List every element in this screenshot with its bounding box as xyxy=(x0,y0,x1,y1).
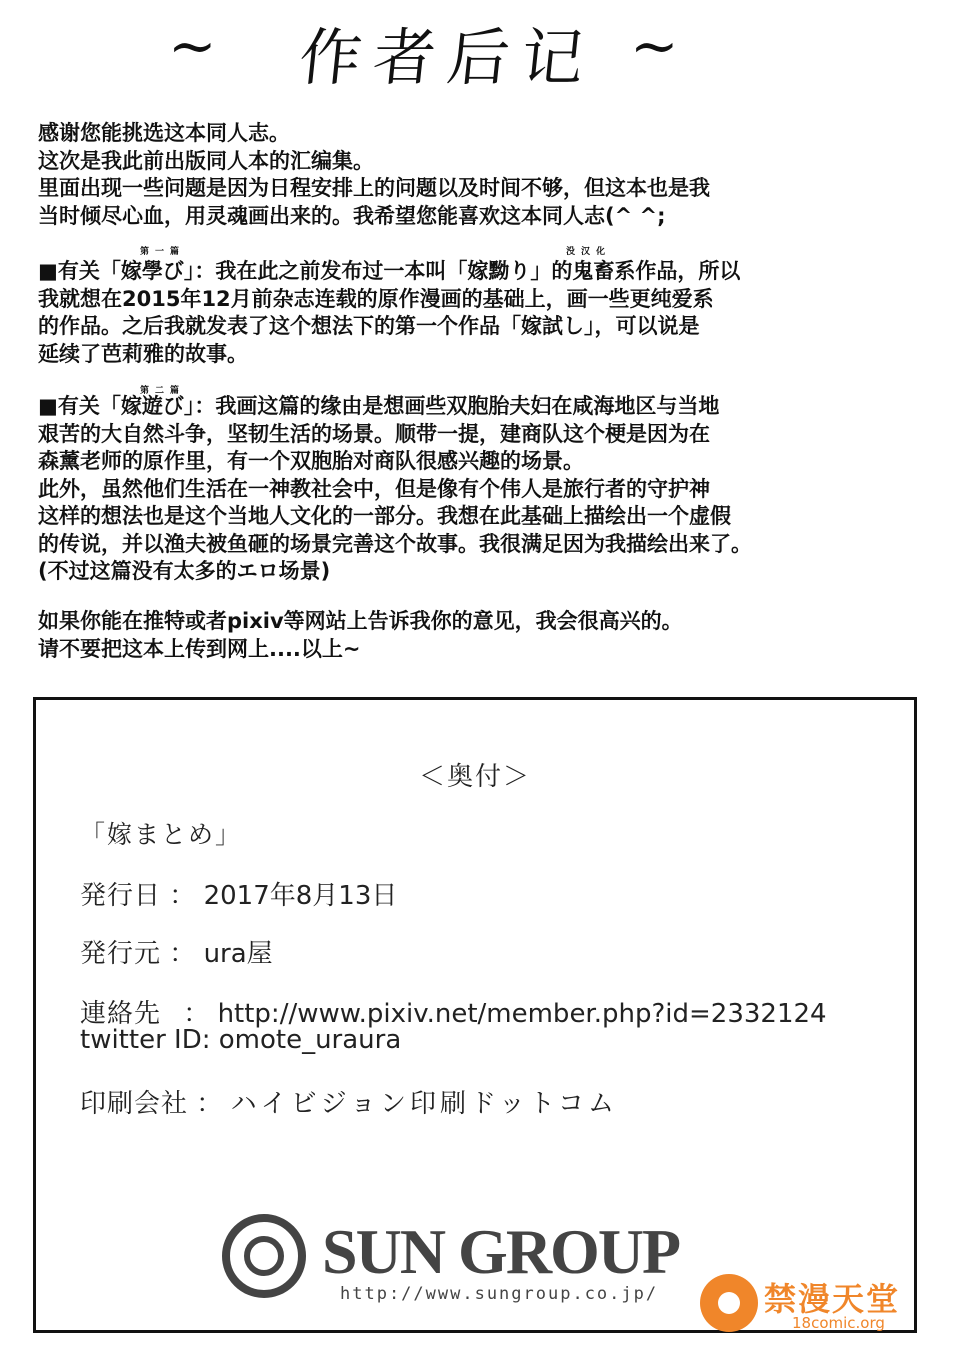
text-line: 请不要把这本上传到网上....以上~ xyxy=(38,636,361,661)
title-text: 作者后记 xyxy=(295,21,600,94)
text-line: ■有关「嫁學び」：我在此之前发布过一本叫「嫁黝り」的鬼畜系作品，所以 xyxy=(38,259,741,283)
separator: ： xyxy=(169,881,196,911)
section2-paragraph xyxy=(38,393,928,586)
separator: ： xyxy=(183,999,210,1029)
text-line: 里面出现一些问题是因为日程安排上的问题以及时间不够，但这本也是我 xyxy=(38,176,710,200)
text-line: 此外，虽然他们生活在一神教社会中，但是像有个伟人是旅行者的守护神 xyxy=(38,476,710,501)
printer-row xyxy=(80,1083,618,1120)
ruby-annotation: 第二篇 xyxy=(140,386,186,396)
separator: ： xyxy=(169,939,196,969)
watermark-subtext: 18comic.org xyxy=(792,1314,885,1332)
title-tilde-right: ~ xyxy=(630,12,679,80)
publisher-value: ura屋 xyxy=(203,939,273,969)
section1-paragraph xyxy=(38,258,928,368)
text-line: 当时倾尽心血，用灵魂画出来的。我希望您能喜欢这本同人志(^ ^; xyxy=(38,203,666,228)
printer-value: ハイビジョン印刷ドットコム xyxy=(230,1089,618,1119)
closing-paragraph xyxy=(38,608,928,663)
text-line: (不过这篇没有太多的エロ场景) xyxy=(38,559,331,583)
text-line: 我就想在2015年12月前杂志连载的原作漫画的基础上，画一些更纯爱系 xyxy=(38,286,714,311)
ruby-annotation: 第一篇 xyxy=(140,247,186,257)
text-line: 的作品。之后我就发表了这个想法下的第一个作品「嫁試し」，可以说是 xyxy=(38,314,700,338)
text-line: 这次是我此前出版同人本的汇编集。 xyxy=(38,148,374,173)
contact-label: 連絡先 xyxy=(80,999,162,1029)
sun-group-logo-icon xyxy=(222,1214,306,1298)
text-line: 艰苦的大自然斗争，坚韧生活的场景。顺带一提，建商队这个梗是因为在 xyxy=(38,421,710,446)
twitter-id: twitter ID: omote_uraura xyxy=(80,1025,402,1055)
text-line: 感谢您能挑选这本同人志。 xyxy=(38,121,290,145)
printer-label: 印刷会社 xyxy=(80,1089,189,1119)
colophon-header: ＜奥付＞ xyxy=(418,762,531,792)
text-line: 森薰老师的原作里，有一个双胞胎对商队很感兴趣的场景。 xyxy=(38,449,584,473)
watermark-logo-icon xyxy=(700,1274,758,1332)
publish-date-value: 2017年8月13日 xyxy=(203,881,398,911)
publish-date-label: 発行日 xyxy=(80,881,162,911)
separator: ： xyxy=(196,1089,223,1119)
text-line: 如果你能在推特或者pixiv等网站上告诉我你的意见，我会很高兴的。 xyxy=(38,609,683,633)
text-line: 的传说，并以渔夫被鱼砸的场景完善这个故事。我很满足因为我描绘出来了。 xyxy=(38,531,752,556)
watermark xyxy=(700,1270,950,1340)
ruby-annotation: 没汉化 xyxy=(566,247,612,257)
colophon-box xyxy=(33,697,917,1333)
page-title xyxy=(0,6,960,94)
publish-date-row xyxy=(80,875,397,912)
publisher-label: 発行元 xyxy=(80,939,162,969)
book-title: 「嫁まとめ」 xyxy=(80,820,243,849)
intro-paragraph xyxy=(38,120,928,230)
contact-link[interactable]: http://www.pixiv.net/member.php?id=2332124 xyxy=(217,999,827,1029)
sun-group-url: http://www.sungroup.co.jp/ xyxy=(340,1284,659,1304)
watermark-text: 禁漫天堂 xyxy=(764,1280,901,1318)
title-tilde-left: ~ xyxy=(168,12,217,80)
text-line: ■有关「嫁遊び」：我画这篇的缘由是想画些双胞胎夫妇在咸海地区与当地 xyxy=(38,394,720,418)
sun-group-logo-text: SUN GROUP xyxy=(322,1216,680,1287)
publisher-row xyxy=(80,933,273,970)
text-line: 这样的想法也是这个当地人文化的一部分。我想在此基础上描绘出一个虚假 xyxy=(38,504,731,528)
text-line: 延续了芭莉雅的故事。 xyxy=(38,341,248,366)
